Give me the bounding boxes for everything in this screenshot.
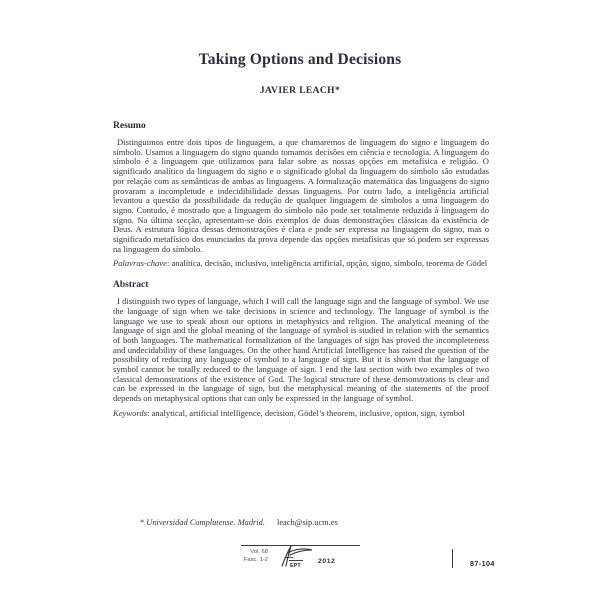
footnote-affiliation: Universidad Complutense. Madrid. (146, 518, 265, 527)
page-range-divider (452, 549, 453, 568)
keywords-label: Keywords (113, 407, 148, 418)
palavras-chave-label: Palavras-chave (113, 258, 167, 269)
footer-year: 2012 (318, 558, 336, 565)
resumo-text: Distinguimos entre dois tipos de linguagem, a que chamaremos de linguagem do signo e linguagem do símbolo. Usamos a linguagem do signo quando tomamos decisões em ciência e tecnologia. A linguagem do símbolo é a linguagem que utilizamos para falar sobre as nossas opções em metafísica e religião. O significado analítico da linguagem do signo e o significado global da linguagem do símbolo são estudadas por relação com as semânticas de ambas as linguagens. A formalização matemática das linguagens do signo provaram a incompletude e indecidibilidade dessas linguagens. Por outro lado, a inteligência artificial levantou a questão da possibilidade da redução de qualquer linguagem de símbolos a uma linguagem do signo. Contudo, é mostrado que a linguagem do símbolo não pode ser totalmente reduzida à linguagem do signo. Na última secção, apresentam-se dois exemplos de duas demonstrações clássicas da existência de Deus. A estrutura lógica dessas demonstrações é clara e pode ser expressa na linguagem do signo, mas o significado metafísico dos enunciados da prova depende das opções metafísicas que só podem ser expressas na linguagem do símbolo. (113, 137, 489, 254)
journal-logo-text: EPT (290, 563, 301, 569)
footnote-email: leach@sip.ucm.es (277, 518, 338, 527)
resumo-heading: Resumo (113, 121, 146, 131)
abstract-heading: Abstract (113, 280, 149, 291)
fascicle-label: Fasc. 1-2 (243, 556, 268, 563)
volume-label: Vol. 68 (250, 549, 268, 555)
palavras-chave-list: : analítica, decisão, inclusivo, inteligência artificial, opção, signo, símbolo, teorema de Gödel (166, 258, 488, 269)
abstract-text: I distinguish two types of language, which I will call the language sign and the language of symbol. We use the language of sign when we take decisions in science and technology. The language of symbol is the language we use to speak about our options in metaphysics and religion. The analytical meaning of the language of sign and the global meaning of the language of symbol is studied in relation with the semantics of both languages. The mathematical formalization of the languages of sign has proved the incompleteness and undecidability of these languages. On the other hand Artificial Intelligence has raised the question of the possibility of reducing any language of symbol to a language of sign. But it is shown that the language of symbol cannot be totally reduced to the language of sign. I end the last section with two examples of two classical demonstrations of the existence of God. The logical structure of these demonstrations is clear and can be expressed in the language of sign, but the metaphysical meaning of the statements of the proof depends on metaphysical options that can only be expressed in the language of symbol. (113, 296, 489, 404)
palavras-chave-line (113, 259, 489, 269)
footnote-marker: * (140, 518, 145, 527)
paper-body (113, 121, 489, 419)
author-footnote (140, 518, 338, 527)
page-range: 87-104 (470, 559, 495, 568)
paper-title: Taking Options and Decisions (198, 51, 402, 68)
volume-block (230, 549, 268, 564)
keywords-list: : analytical, artificial intelligence, decision, Gödel’s theorem, inclusive, option, sign, symbol (147, 407, 465, 418)
keywords-line (113, 409, 489, 419)
journal-logo-icon (278, 544, 314, 577)
author-name: JAVIER LEACH* (259, 86, 341, 96)
